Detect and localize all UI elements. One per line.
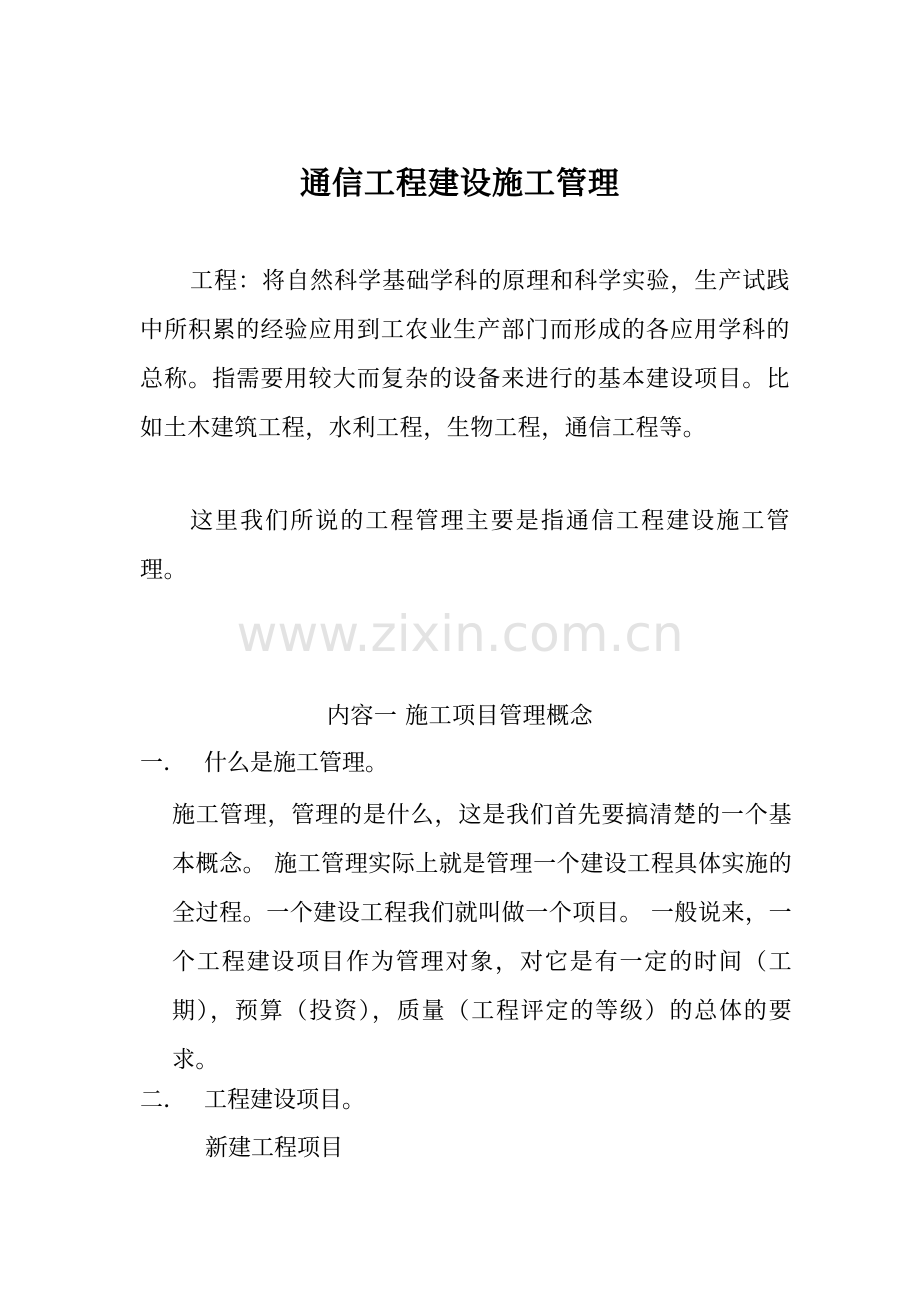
item-number-2: 二. [140,1087,171,1113]
section-heading: 内容一 施工项目管理概念 [326,703,594,729]
sub-item-new-project: 新建工程项目 [205,1135,343,1161]
item-heading-1 [140,744,388,782]
document-title: 通信工程建设施工管理 [300,166,620,202]
item-number-1: 一. [140,750,171,776]
paragraph-engineering-definition: 工程：将自然科学基础学科的原理和科学实验，生产试践中所积累的经验应用到工农业生产部门而形成的各应用学科的总称。指需要用较大而复杂的设备来进行的基本建设项目。比如土木建筑工程，水利工程，生物工程，通信工程等。 [140,268,790,441]
item-heading-2 [140,1081,365,1119]
item-heading-text-1: 什么是施工管理。 [204,750,388,776]
item-body-1: 施工管理，管理的是什么，这是我们首先要搞清楚的一个基本概念。 施工管理实际上就是管理一个建设工程具体实施的全过程。一个建设工程我们就叫做一个项目。 一般说来，一个工程建设项目作为管理对象，对它是有一定的时间（工期），预算（投资），质量（工程评定的等级）的总体的要求。 [172,802,792,1073]
paragraph-scope: 这里我们所说的工程管理主要是指通信工程建设施工管理。 [140,508,790,583]
item-heading-text-2: 工程建设项目。 [204,1087,365,1113]
watermark: www.zixin.com.cn [236,605,684,663]
